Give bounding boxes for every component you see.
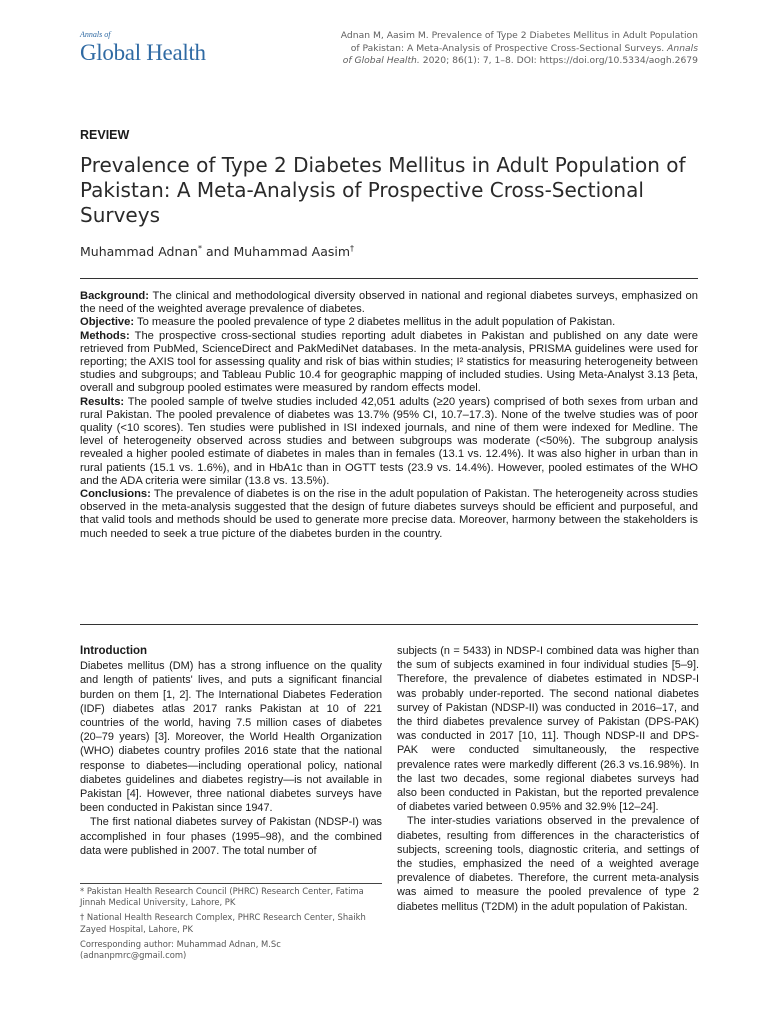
abstract-methods-text: The prospective cross-sectional studies reporting adult diabetes in Pakistan and published on any date were retrieved from PubMed, ScienceDirect and PakMediNet databases. In the meta-analysis, PRISMA guidelines were used for reporting; the AXIS tool for assessing quality and risk of bias within studies; I² statistics for measuring heterogeneity between studies and subgroups; and Tableau Public 10.4 for geographic mapping of included studies. Using Meta-Analyst 3.13 βeta, overall and subgroup pooled estimates were measured by random effects model. [80, 329, 698, 395]
footnotes [80, 886, 382, 965]
article-title: Prevalence of Type 2 Diabetes Mellitus in Adult Population of Pakistan: A Meta-Analysis of Prospective Cross-Sectional Surveys [80, 153, 686, 227]
abstract-background-label: Background: [80, 290, 149, 302]
author-join: and [201, 244, 234, 260]
abstract-objective [80, 316, 698, 329]
abstract-background [80, 290, 698, 316]
citation-journal-part-1: Annals [667, 42, 698, 54]
abstract-conclusions-label: Conclusions: [80, 488, 151, 501]
logo-big-text: Global Health [80, 40, 206, 65]
abstract-conclusions-text: The prevalence of diabetes is on the rise in the adult population of Pakistan. The heterogeneity across studies observed in the meta-analysis suggested that the design of future diabetes surveys should be efficient and purposeful, and that valid tools and methods should be used to generate more precise data. Moreover, harmony between the stakeholders is much needed to seek a true picture of the diabetes burden in the country. [80, 488, 698, 540]
abstract-background-text: The clinical and methodological diversity observed in national and regional diabetes surveys, emphasized on the need of the weighted average prevalence of diabetes. [80, 290, 698, 316]
citation-doi[interactable]: 2020; 86(1): 7, 1–8. DOI: https://doi.org/10.5334/aogh.2679 [422, 55, 698, 67]
citation-line-2-start: of Pakistan: A Meta-Analysis of Prospective Cross-Sectional Surveys. [350, 42, 665, 54]
author-1-affiliation-mark: * [197, 244, 202, 253]
footnote-affiliation-2: † National Health Research Complex, PHRC Research Center, Shaikh Zayed Hospital, Lahore, PK [80, 912, 366, 934]
logo-small-text: Annals of [80, 30, 111, 39]
abstract-results-label: Results: [80, 395, 125, 408]
article-type-label: REVIEW [80, 128, 130, 142]
citation-line-3 [336, 55, 698, 68]
corresponding-author[interactable]: Corresponding author: Muhammad Adnan, M.Sc (adnanpmrc@gmail.com) [80, 938, 281, 961]
abstract-results [80, 396, 698, 488]
citation-journal-part-2: of Global Health. [342, 55, 420, 67]
citation-line-1: Adnan M, Aasim M. Prevalence of Type 2 Diabetes Mellitus in Adult Population [340, 30, 698, 41]
body-paragraph: The first national diabetes survey of Pakistan (NDSP-I) was accomplished in four phases (1995–98), and the combined data were published in 2007. The total number of [80, 816, 382, 857]
abstract-methods [80, 330, 698, 396]
footnote-affiliation-1: * Pakistan Health Research Council (PHRC) Research Center, Fatima Jinnah Medical University, Lahore, PK [80, 886, 364, 908]
abstract [80, 290, 698, 541]
citation-header [336, 30, 698, 68]
abstract-objective-label: Objective: [80, 316, 135, 329]
abstract-top-divider [80, 278, 698, 279]
body-paragraph: Diabetes mellitus (DM) has a strong influence on the quality and length of patients' lives, and puts a significant financial burden on them [1, 2]. The International Diabetes Federation (IDF) diabetes atlas 2017 ranks Pakistan at 10 of 221 countries of the world, having 7.5 million cases of diabetes (20–79 years) [3]. Moreover, the World Health Organization (WHO) diabetes country profiles 2016 state that the national response to diabetes—including operational policy, national diabetes guidelines and diabetes registry—is not available in Pakistan [4]. However, three national diabetes surveys have been conducted in Pakistan since 1947. [80, 660, 382, 815]
author-list [80, 244, 354, 259]
footnote-divider [80, 883, 382, 884]
body-column-left [80, 644, 382, 858]
journal-logo[interactable] [80, 30, 230, 72]
abstract-results-text: The pooled sample of twelve studies included 42,051 adults (≥20 years) comprised of both sexes from urban and rural Pakistan. The pooled prevalence of diabetes was 13.7% (95% CI, 10.7–17.3). None of the twelve studies was of poor quality (<10 scores). Ten studies were published in ISI indexed journals, and nine of them were indexed for Medline. The level of heterogeneity observed across studies and between subgroups was moderate (<50%). The subgroup analysis revealed a higher pooled estimate of diabetes in males than in females (13.1 vs. 12.4%). It was also higher in urban than in rural patients (15.1 vs. 1.6%), and in HbA1c than in OGTT tests (23.9 vs. 14.4%). However, pooled estimates of the WHO and the ADA criteria were similar (13.8 vs. 13.5%). [80, 395, 698, 487]
body-column-right [397, 644, 699, 914]
abstract-bottom-divider [80, 624, 698, 625]
abstract-objective-text: To measure the pooled prevalence of type 2 diabetes mellitus in the adult population of Pakistan. [134, 316, 616, 329]
citation-line-2 [336, 43, 698, 56]
author-name-1[interactable]: Muhammad Adnan [80, 244, 198, 260]
author-2-affiliation-mark: † [350, 244, 355, 253]
abstract-methods-label: Methods: [80, 329, 130, 342]
body-paragraph: subjects (n = 5433) in NDSP-I combined data was higher than the sum of subjects examined in four individual studies [5–9]. Therefore, the prevalence of diabetes estimated in NDSP-I was probably under-reported. The second national diabetes survey of Pakistan (NDSP-II) was conducted in 2016–17, and the third diabetes prevalence survey of Pakistan (DPS-PAK) was conducted in 2017 [10, 11]. Though NDSP-II and DPS-PAK were conducted simultaneously, the respective prevalence rates were markedly different (26.3 vs.16.98%). In the last two decades, some regional diabetes surveys had also been conducted in Pakistan, but the reported prevalence of diabetes varied between 0.95% and 32.9% [12–24]. [397, 645, 699, 814]
body-paragraph: The inter-studies variations observed in the prevalence of diabetes, resulting from differences in the characteristics of subjects, screening tools, diagnostic criteria, and settings of the studies, emphasized the need of a weighted average prevalence of diabetes. Therefore, the current meta-analysis was aimed to measure the pooled prevalence of type 2 diabetes mellitus (T2DM) in the adult population of Pakistan. [397, 815, 699, 913]
author-name-2[interactable]: Muhammad Aasim [233, 244, 351, 260]
abstract-conclusions [80, 488, 698, 541]
introduction-heading: Introduction [80, 645, 148, 657]
